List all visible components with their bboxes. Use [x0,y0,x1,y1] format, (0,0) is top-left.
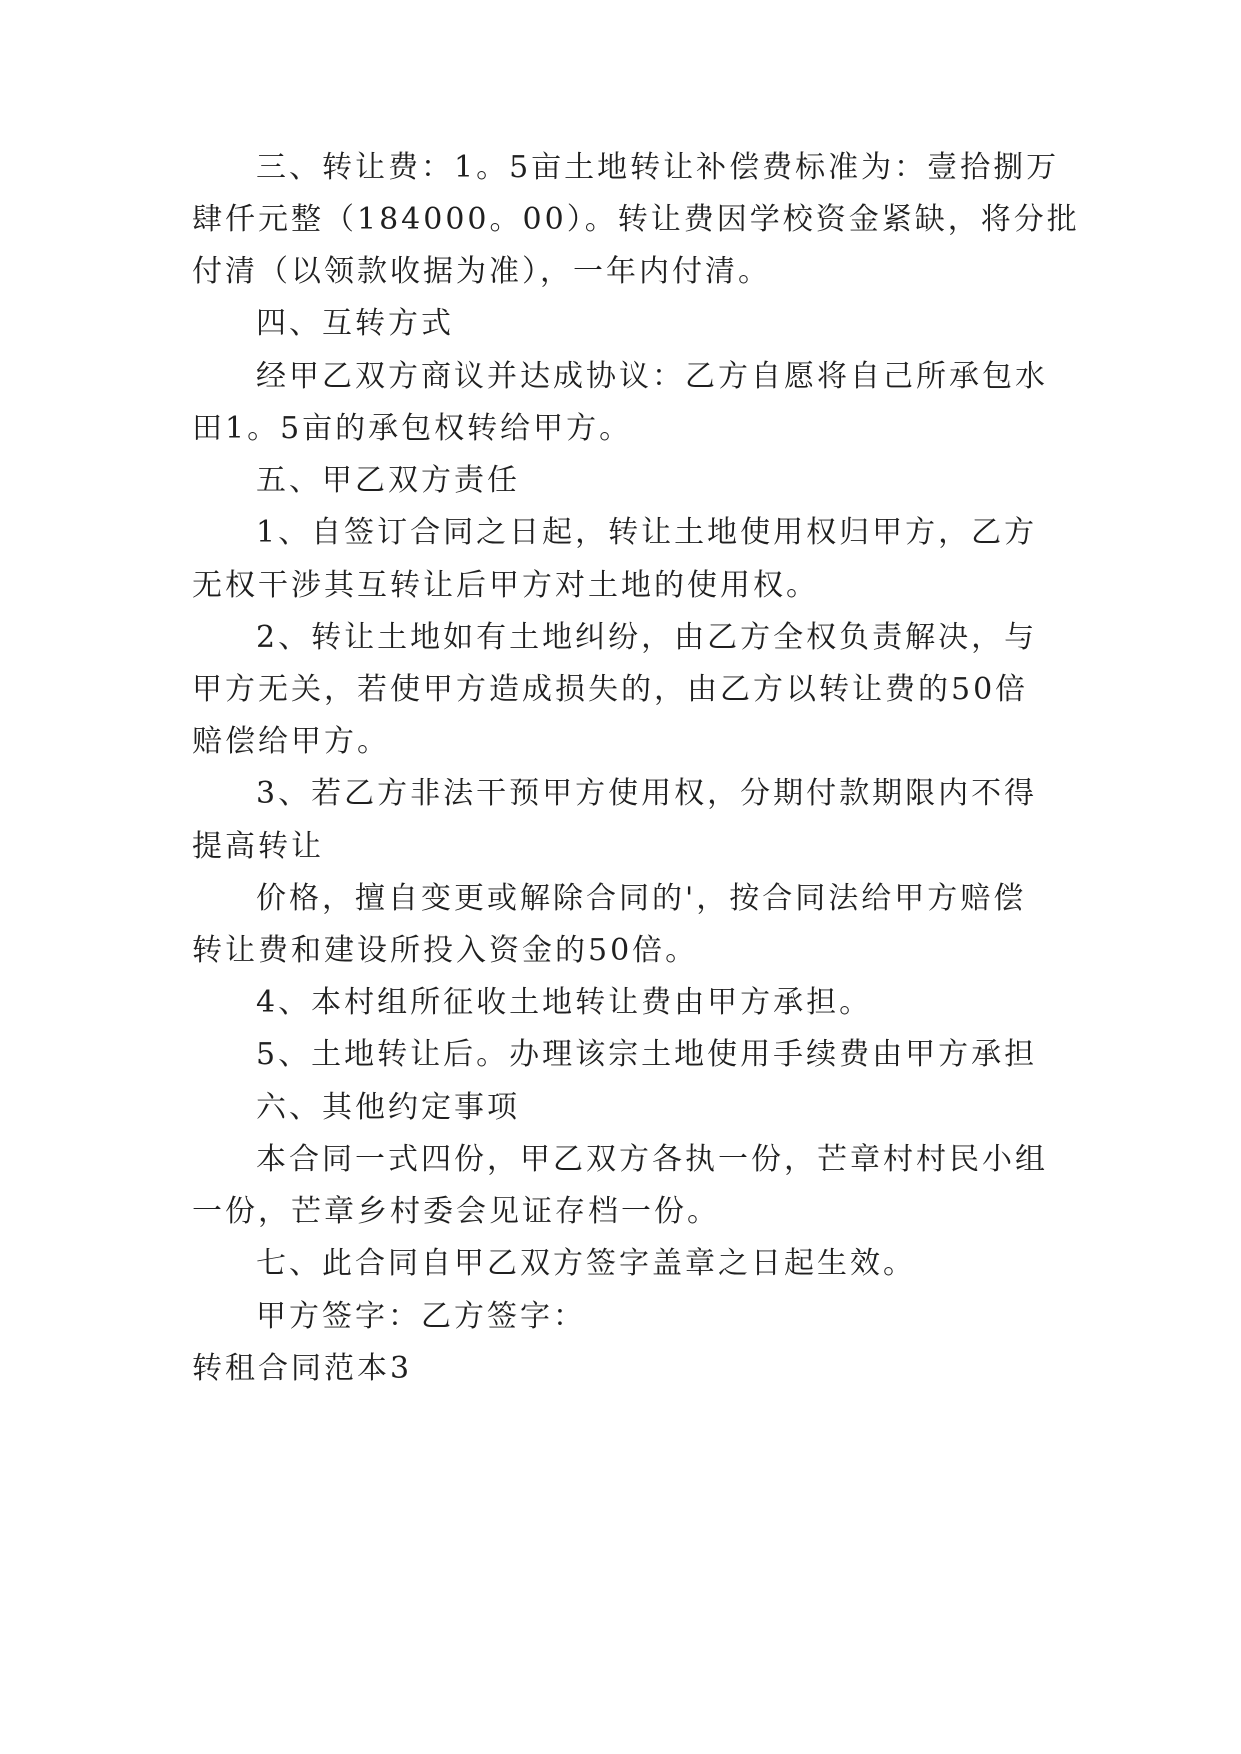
text-line: 甲方无关，若使甲方造成损失的，由乙方以转让费的50倍 [192,672,1029,707]
text-line: 本合同一式四份，甲乙双方各执一份，芒章村村民小组 [256,1142,1048,1177]
text-line: 七、此合同自甲乙双方签字盖章之日起生效。 [256,1246,916,1281]
section-heading: 五、甲乙双方责任 [256,463,520,498]
text-line: 赔偿给甲方。 [192,724,390,759]
text-line: 转让费和建设所投入资金的50倍。 [192,933,699,968]
text-line: 一份，芒章乡村委会见证存档一份。 [192,1194,720,1229]
text-line: 经甲乙双方商议并达成协议：乙方自愿将自己所承包水 [256,359,1048,394]
text-line: 价格，擅自变更或解除合同的'，按合同法给甲方赔偿 [256,881,1027,916]
section-heading: 六、其他约定事项 [256,1090,520,1125]
text-line: 无权干涉其互转让后甲方对土地的使用权。 [192,568,819,603]
text-line: 2、转让土地如有土地纠纷，由乙方全权负责解决，与 [256,620,1038,655]
text-line: 田1。5亩的承包权转给甲方。 [192,411,633,446]
text-line: 提高转让 [192,829,324,864]
text-line: 三、转让费：1。5亩土地转让补偿费标准为：壹拾捌万 [256,150,1060,185]
text-line: 肆仟元整（184000。00）。转让费因学校资金紧缺，将分批 [192,202,1080,237]
text-line: 付清（以领款收据为准），一年内付清。 [192,254,771,289]
text-line: 4、本村组所征收土地转让费由甲方承担。 [256,985,873,1020]
signature-line: 甲方签字：乙方签字： [256,1299,586,1334]
section-heading: 四、互转方式 [256,306,454,341]
text-line: 1、自签订合同之日起，转让土地使用权归甲方，乙方 [256,515,1038,550]
text-line: 3、若乙方非法干预甲方使用权，分期付款期限内不得 [256,776,1038,811]
document-title: 转租合同范本3 [192,1351,413,1386]
text-line: 5、土地转让后。办理该宗土地使用手续费由甲方承担 [256,1037,1038,1072]
